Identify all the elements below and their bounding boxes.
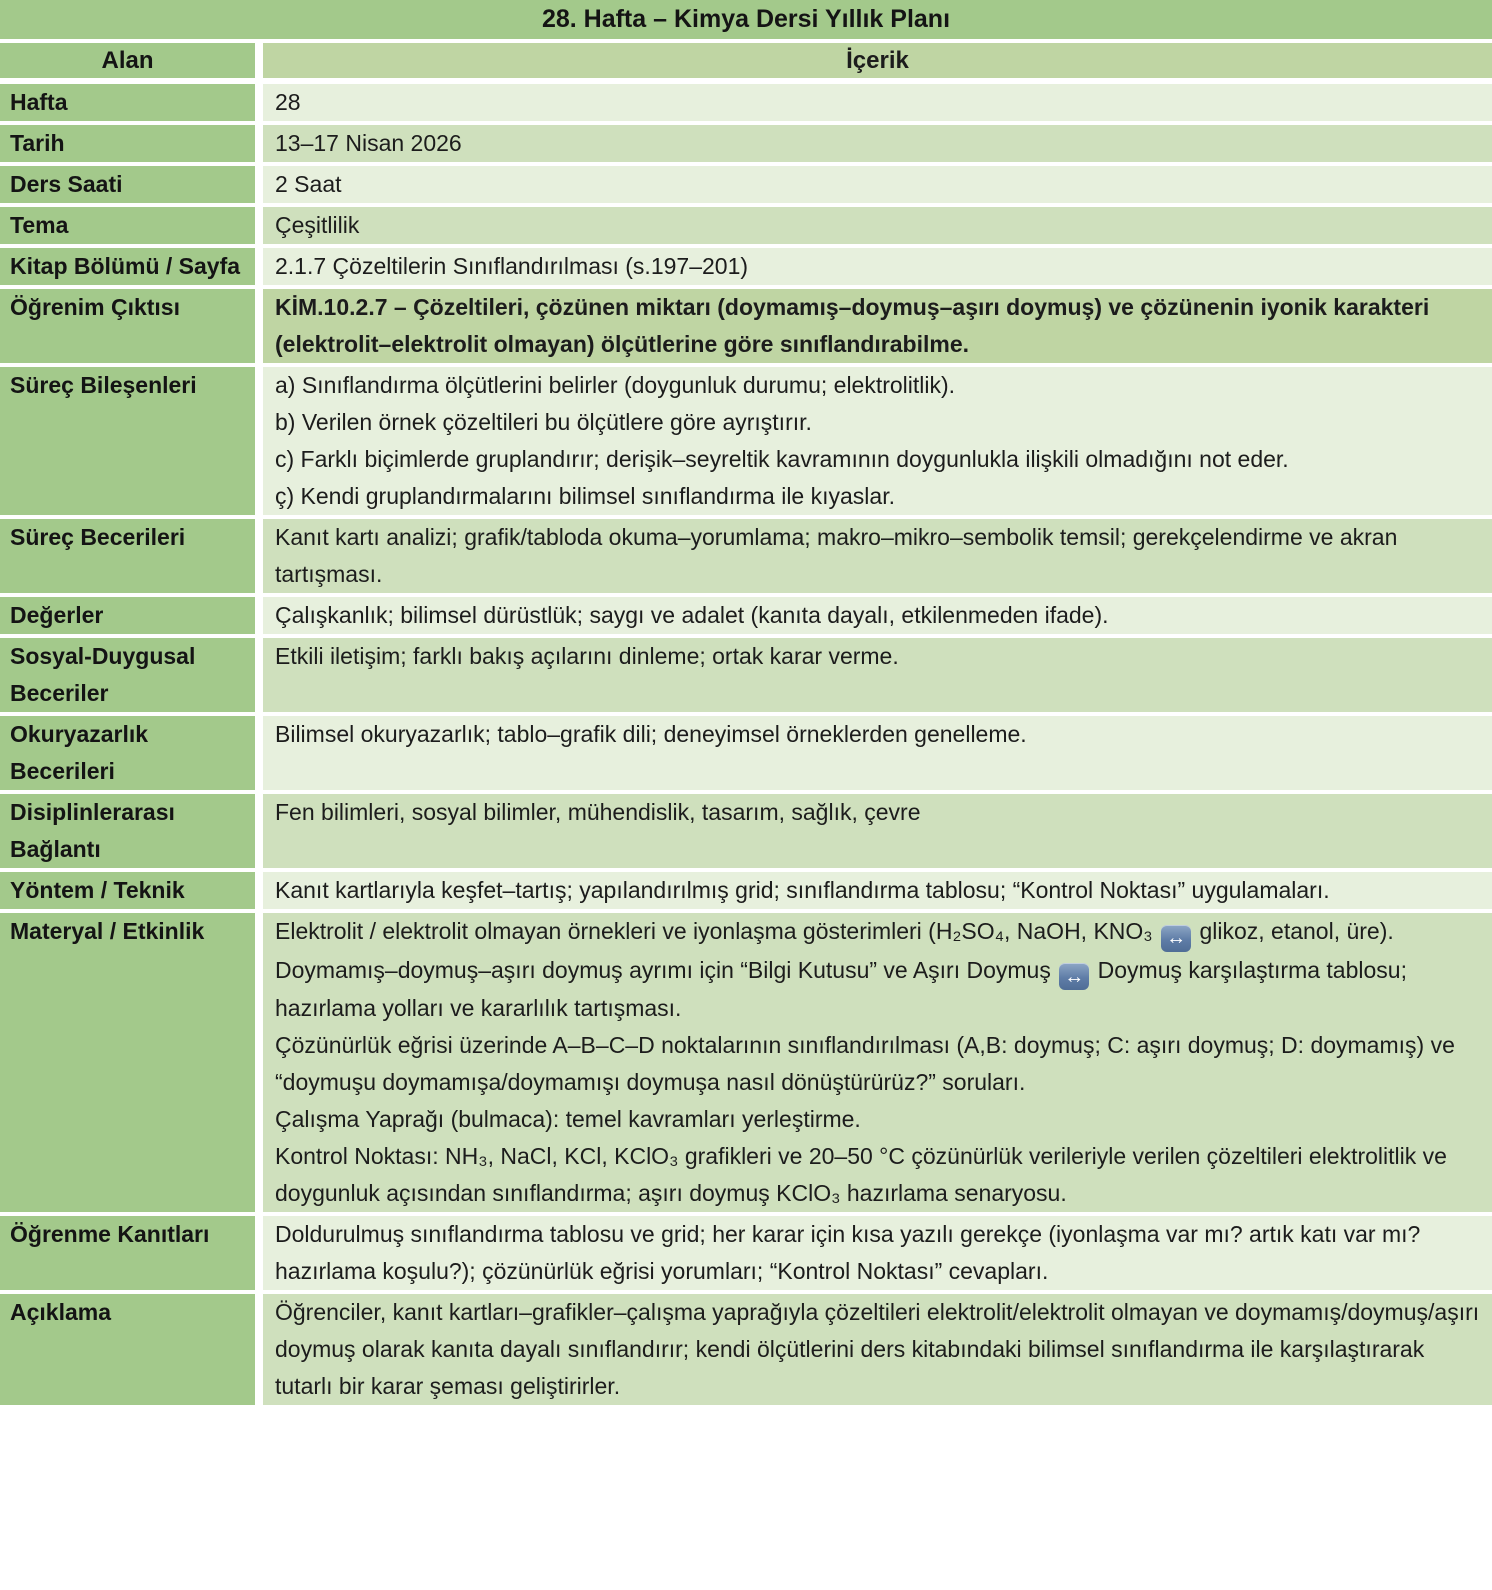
row-label: Ders Saati [0,166,255,203]
table-row [0,716,1492,790]
table-rows [0,84,1492,1405]
paragraph [275,794,1480,831]
row-label: Süreç Becerileri [0,519,255,593]
row-content [263,638,1492,712]
row-label: Açıklama [0,1294,255,1405]
row-content [263,84,1492,121]
row-label: Öğrenme Kanıtları [0,1216,255,1290]
paragraph [275,1216,1480,1290]
table-row [0,1216,1492,1290]
text-segment: b) Verilen örnek çözeltileri bu ölçütlere göre ayrıştırır. [275,409,812,435]
row-label: Değerler [0,597,255,634]
text-segment: c) Farklı biçimlerde gruplandırır; derişik–seyreltik kavramının doygunlukla ilişkili olmadığını not eder. [275,446,1289,472]
paragraph [275,872,1480,909]
text-segment: KİM.10.2.7 – Çözeltileri, çözünen miktarı (doymamış–doymuş–aşırı doymuş) ve çözünenin iyonik karakteri (elektrolit–elektrolit olmayan) ölçütlerine göre sınıflandırabilme. [275,294,1430,357]
row-content [263,207,1492,244]
text-segment: Çeşitlilik [275,212,360,238]
row-content [263,519,1492,593]
text-segment: Çalışma Yaprağı (bulmaca): temel kavramları yerleştirme. [275,1106,861,1132]
page-title: 28. Hafta – Kimya Dersi Yıllık Planı [0,0,1492,39]
row-content [263,166,1492,203]
row-label: Materyal / Etkinlik [0,913,255,1212]
table-row [0,638,1492,712]
row-label: Disiplinlerarası Bağlantı [0,794,255,868]
row-content [263,597,1492,634]
paragraph [275,1027,1480,1101]
row-label: Hafta [0,84,255,121]
row-label: Okuryazarlık Becerileri [0,716,255,790]
text-segment: Doymuş karşılaştırma tablosu; hazırlama yolları ve kararlılık tartışması. [275,956,1407,1021]
text-segment: Öğrenciler, kanıt kartları–grafikler–çalışma yaprağıyla çözeltileri elektrolit/elektrolit olmayan ve doymamış/doymuş/aşırı doymuş olarak kanıta dayalı sınıflandırır; kendi ölçütlerini ders kitabındaki bilimsel sınıflandırma ile karşılaştırarak tutarlı bir karar şeması geliştirirler. [275,1299,1480,1399]
paragraph [275,597,1480,634]
paragraph [275,166,1480,203]
table-row [0,1294,1492,1405]
column-header-alan: Alan [0,43,255,78]
row-content [263,872,1492,909]
row-content [263,1216,1492,1290]
table-row [0,84,1492,121]
row-content [263,716,1492,790]
row-content [263,794,1492,868]
column-header-icerik: İçerik [263,43,1492,78]
paragraph [275,441,1480,478]
row-label: Süreç Bileşenleri [0,367,255,515]
text-segment: 2.1.7 Çözeltilerin Sınıflandırılması (s.197–201) [275,253,749,279]
paragraph [275,638,1480,675]
paragraph [275,519,1480,593]
text-segment: Kanıt kartı analizi; grafik/tabloda okuma–yorumlama; makro–mikro–sembolik temsil; gerekçelendirme ve akran tartışması. [275,524,1398,587]
row-content [263,1294,1492,1405]
text-segment: ç) Kendi gruplandırmalarını bilimsel sınıflandırma ile kıyaslar. [275,483,895,509]
row-content [263,248,1492,285]
table-row [0,597,1492,634]
row-label: Sosyal-Duygusal Beceriler [0,638,255,712]
table-row [0,248,1492,285]
paragraph [275,478,1480,515]
left-right-arrow-icon: ↔ [1161,925,1191,952]
row-label: Tema [0,207,255,244]
text-segment: 2 Saat [275,171,342,197]
text-segment: Etkili iletişim; farklı bakış açılarını dinleme; ortak karar verme. [275,643,899,669]
paragraph [275,404,1480,441]
paragraph [275,952,1480,1028]
table-header-row [0,43,1492,80]
text-segment: Çalışkanlık; bilimsel dürüstlük; saygı ve adalet (kanıta dayalı, etkilenmeden ifade). [275,602,1109,628]
table-row [0,519,1492,593]
row-label: Yöntem / Teknik [0,872,255,909]
paragraph [275,84,1480,121]
table-row [0,794,1492,868]
paragraph [275,207,1480,244]
text-segment: glikoz, etanol, üre). [1193,918,1394,944]
text-segment: 13–17 Nisan 2026 [275,130,462,156]
paragraph [275,248,1480,285]
text-segment: Doldurulmuş sınıflandırma tablosu ve grid; her karar için kısa yazılı gerekçe (iyonlaşma var mı? artık katı var mı? hazırlama koşulu?); çözünürlük eğrisi yorumları; “Kontrol Noktası” cevapları. [275,1221,1421,1284]
left-right-arrow-icon: ↔ [1059,963,1089,990]
table-row [0,367,1492,515]
table-row [0,166,1492,203]
table-row [0,872,1492,909]
table-row [0,125,1492,162]
paragraph [275,1294,1480,1405]
row-content [263,289,1492,363]
table-row [0,913,1492,1212]
row-content [263,125,1492,162]
paragraph [275,716,1480,753]
text-segment: Fen bilimleri, sosyal bilimler, mühendislik, tasarım, sağlık, çevre [275,799,921,825]
paragraph [275,1138,1480,1212]
text-segment: Kanıt kartlarıyla keşfet–tartış; yapılandırılmış grid; sınıflandırma tablosu; “Kontrol Noktası” uygulamaları. [275,877,1330,903]
paragraph [275,367,1480,404]
paragraph [275,1101,1480,1138]
table-row [0,289,1492,363]
row-label: Kitap Bölümü / Sayfa [0,248,255,285]
row-label: Öğrenim Çıktısı [0,289,255,363]
text-segment: Kontrol Noktası: NH₃, NaCl, KCl, KClO₃ grafikleri ve 20–50 °C çözünürlük verileriyle verilen çözeltileri elektrolitlik ve doygunluk açısından sınıflandırma; aşırı doymuş KClO₃ hazırlama senaryosu. [275,1143,1447,1206]
text-segment: 28 [275,89,301,115]
text-segment: Doymamış–doymuş–aşırı doymuş ayrımı için “Bilgi Kutusu” ve Aşırı Doymuş [275,956,1058,983]
text-segment: Bilimsel okuryazarlık; tablo–grafik dili; deneyimsel örneklerden genelleme. [275,721,1027,747]
paragraph [275,913,1480,952]
row-content [263,913,1492,1212]
paragraph [275,125,1480,162]
paragraph [275,289,1480,363]
text-segment: a) Sınıflandırma ölçütlerini belirler (doygunluk durumu; elektrolitlik). [275,372,956,398]
text-segment: Elektrolit / elektrolit olmayan örnekleri ve iyonlaşma gösterimleri (H₂SO₄, NaOH, KNO₃ [275,918,1160,944]
row-label: Tarih [0,125,255,162]
table-row [0,207,1492,244]
text-segment: Çözünürlük eğrisi üzerinde A–B–C–D noktalarının sınıflandırılması (A,B: doymuş; C: aşırı doymuş; D: doymamış) ve “doymuşu doymamışa/doymamışı doymuşa nasıl dönüştürürüz?” soruları. [275,1032,1455,1095]
row-content [263,367,1492,515]
